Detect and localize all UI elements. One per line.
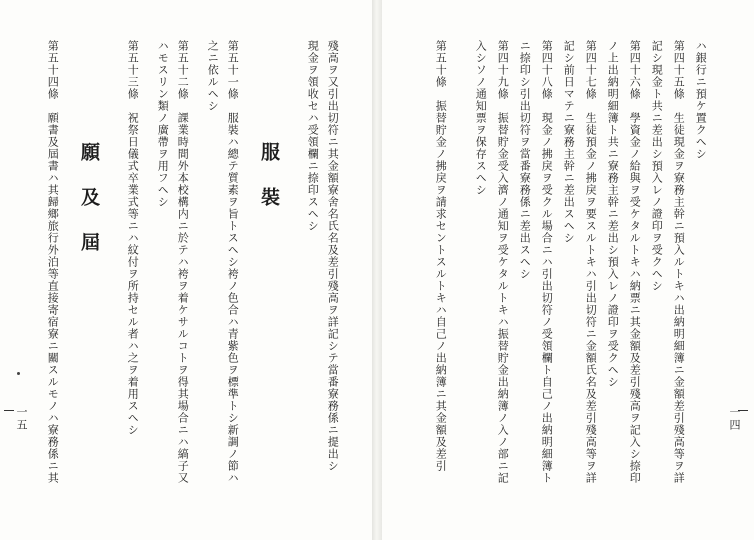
article-47: 第四十七條 生徒預金ノ拂戾ヲ要スルトキハ引出切符ニ金額氏名及差引殘高等ヲ詳 <box>584 40 598 484</box>
article-48-cont: ニ捺印シ引出切符ヲ當番寮務係ニ差出スヘシ <box>518 40 532 280</box>
article-50: 第五十條 振替貯金ノ拂戾ヲ請求セントスルトキハ自己ノ出納簿ニ其金額及差引 <box>434 40 448 472</box>
page-number-left: 一五 <box>15 406 28 432</box>
article-54: 第五十四條 願書及屆書ハ其歸鄉旅行外泊等直接寄宿寮ニ關スルモノハ寮務係ニ其 <box>46 40 60 484</box>
article-45: 第四十五條 生徒現金ヲ寮務主幹ニ預入ルトキハ出納明細簿ニ金額差引殘高等ヲ詳 <box>672 40 686 484</box>
article-46-cont: ノ上出納明細簿ト共ニ寮務主幹ニ差出シ預入レノ證印ヲ受クヘシ <box>606 40 620 388</box>
right-column-1: ハ銀行ニ預ケ置クヘシ <box>694 40 708 160</box>
book-gutter <box>372 0 382 540</box>
article-52: 第五十二條 課業時間外本校構内ニ於テハ袴ヲ着ケサルコトヲ得其場合ニハ縞子又 <box>176 40 190 484</box>
page-number-right: 一四 <box>728 406 741 432</box>
heading-dress: 服裝 <box>258 142 280 232</box>
heading-requests: 願及屆 <box>78 142 100 277</box>
article-53: 第五十三條 祝祭日儀式卒業式等ニハ紋付ヲ所持セル者ハ之ヲ着用スヘシ <box>126 40 140 436</box>
article-49-cont: 入シソノ通知票ヲ保存スヘシ <box>474 40 488 196</box>
left-page <box>0 0 372 540</box>
article-47-cont: 記シ前日マテニ寮務主幹ニ差出スヘシ <box>562 40 576 244</box>
article-48: 第四十八條 現金ノ拂戾ヲ受クル場合ニハ引出切符ノ受領欄ト自己ノ出納明細簿ト <box>540 40 554 484</box>
left-column-2: 現金ヲ領收セハ受領欄ニ捺印スヘシ <box>306 40 320 232</box>
ink-speck <box>17 372 20 375</box>
article-46: 第四十六條 學資金ノ給與ヲ受ケタルトキハ納票ニ其金額及差引殘高ヲ記入シ捺印 <box>628 40 642 484</box>
article-45-cont: 記シ現金ト共ニ差出シ預入レノ證印ヲ受クヘシ <box>650 40 664 292</box>
article-52-cont: ハモスリン類ノ廣帶ヲ用フヘシ <box>156 40 170 208</box>
article-49: 第四十九條 振替貯金受入濟ノ通知ヲ受ケタルトキハ振替貯金出納簿ノ入ノ部ニ記 <box>496 40 510 484</box>
article-51-cont: 之ニ依ルヘシ <box>206 40 220 112</box>
right-page <box>382 0 754 540</box>
article-51: 第五十一條 服裝ハ總テ質素ヲ旨トスヘシ袴ノ色合ハ青紫色ヲ標準トシ新調ノ節ハ <box>226 40 240 484</box>
left-column-1: 殘高ヲ又引出切符ニ其金額寮舍名氏名及差引殘高ヲ詳記シテ當番寮務係ニ提出シ <box>326 40 340 472</box>
